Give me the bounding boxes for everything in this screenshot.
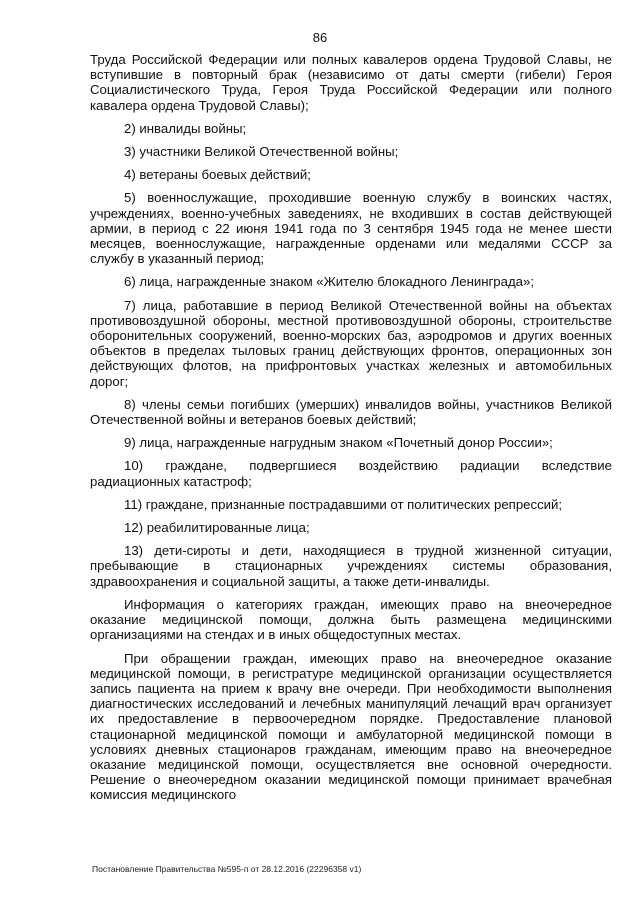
list-item-8: 8) члены семьи погибших (умерших) инвалидов войны, участников Великой Отечественной войны и ветеранов боевых действий; xyxy=(90,396,612,428)
document-footer: Постановление Правительства №595-п от 28.12.2016 (22296358 v1) xyxy=(92,864,362,874)
list-item-11: 11) граждане, признанные пострадавшими от политических репрессий; xyxy=(124,496,563,512)
list-item-5: 5) военнослужащие, проходившие военную службу в воинских частях, учреждениях, военно-учебных заведениях, не входивших в состав действующей армии, в период с 22 июня 1941 года по 3 сентября 1945 года не менее шести месяцев, военнослужащие, награжденные орденами или медалями СССР за службу в указанный период; xyxy=(90,190,612,267)
paragraph-continuation: Труда Российской Федерации или полных кавалеров ордена Трудовой Славы, не вступившие в повторный брак (независимо от даты смерти (гибели) Героя Социалистического Труда, Героя Труда Российской Федерации или полного кавалера ордена Трудовой Славы); xyxy=(90,52,612,113)
list-item-4: 4) ветераны боевых действий; xyxy=(124,167,311,183)
list-item-2: 2) инвалиды войны; xyxy=(124,120,247,136)
list-item-10: 10) граждане, подвергшиеся воздействию радиации вследствие радиационных катастроф; xyxy=(90,458,612,489)
list-item-7: 7) лица, работавшие в период Великой Отечественной войны на объектах противовоздушной обороны, местной противовоздушной обороны, строительстве оборонительных сооружений, военно-морских баз, аэродромов и других военных объектов в пределах тыловых границ действующих фронтов, операционных зон действующих флотов, на прифронтовых участках железных и автомобильных дорог; xyxy=(90,297,612,389)
procedure-paragraph: При обращении граждан, имеющих право на внеочередное оказание медицинской помощи, в регистратуре медицинской организации осуществляется запись пациента на прием к врачу вне очереди. При необходимости выполнения диагностических исследований и лечебных манипуляций лечащий врач организует их предоставление в первоочередном порядке. Предоставление плановой стационарной медицинской помощи и амбулаторной медицинской помощи в условиях дневных стационаров гражданам, имеющим право на внеочередное оказание медицинской помощи, осуществляется вне основной очередности. Решение о внеочередном оказании медицинской помощи принимает врачебная комиссия медицинского xyxy=(90,650,612,803)
page-number: 86 xyxy=(312,30,328,45)
list-item-9: 9) лица, награжденные нагрудным знаком «Почетный донор России»; xyxy=(124,435,553,451)
list-item-3: 3) участники Великой Отечественной войны; xyxy=(124,144,399,160)
list-item-13: 13) дети-сироты и дети, находящиеся в трудной жизненной ситуации, пребывающие в стационарных учреждениях системы образования, здравоохранения и социальной защиты, а также дети-инвалиды. xyxy=(90,543,612,589)
document-body xyxy=(90,52,612,811)
list-item-12: 12) реабилитированные лица; xyxy=(124,520,310,536)
list-item-6: 6) лица, награжденные знаком «Жителю блокадного Ленинграда»; xyxy=(124,274,535,290)
info-paragraph: Информация о категориях граждан, имеющих право на внеочередное оказание медицинской помощи, должна быть размещена медицинскими организациями на стендах и в иных общедоступных местах. xyxy=(90,596,612,643)
